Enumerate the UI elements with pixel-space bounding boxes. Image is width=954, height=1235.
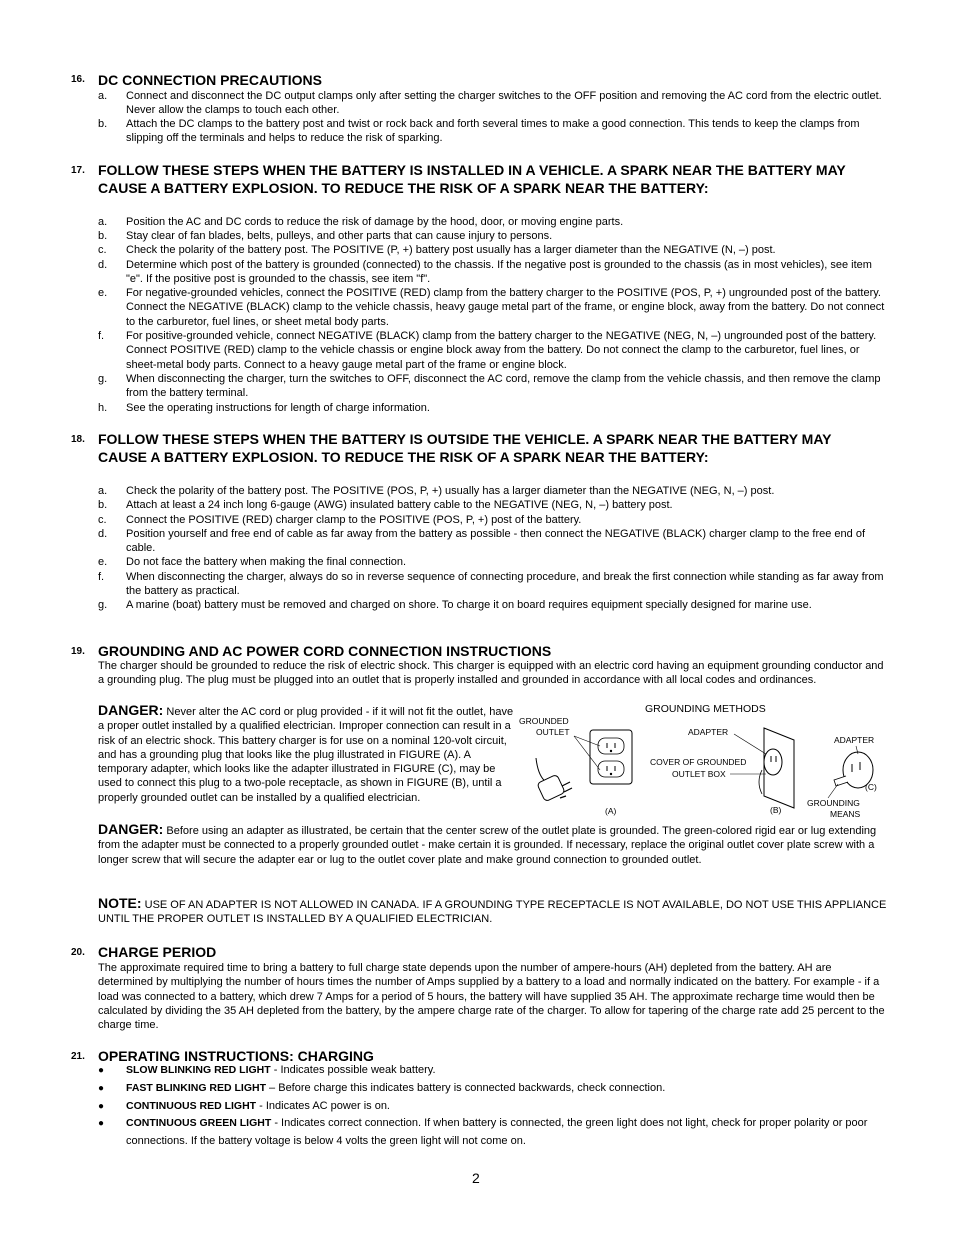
indicator-label: CONTINUOUS GREEN LIGHT bbox=[126, 1117, 272, 1129]
item-letter: d. bbox=[98, 528, 108, 540]
item-text: Attach at least a 24 inch long 6-gauge (AWG) insulated battery cable to the NEGATIVE (NEG, N, –) battery post. bbox=[126, 499, 673, 511]
caption-a: (A) bbox=[605, 806, 617, 816]
item-text: For negative-grounded vehicles, connect the POSITIVE (RED) clamp from the battery charger to the POSITIVE (POS, P, +) ungrounded post of the battery. Connect the NEGATIVE (BLACK) clamp to the vehicle chassis, heavy gauge metal part of the frame, or engine block, away from the battery. Do not connect to the carburetor, fuel lines, or sheet metal body parts. bbox=[126, 287, 885, 328]
item-letter: a. bbox=[98, 216, 108, 228]
note-label: NOTE: bbox=[98, 895, 142, 911]
indicator-text: - Indicates correct connection. If when battery is connected, the green light does not light, check for proper polarity or poor connections. If the battery voltage is below 4 volts the green light will not come on. bbox=[126, 1117, 868, 1147]
item-letter: d. bbox=[98, 259, 108, 271]
label-grounded: GROUNDED bbox=[519, 716, 569, 726]
note-text: USE OF AN ADAPTER IS NOT ALLOWED IN CANADA. IF A GROUNDING TYPE RECEPTACLE IS NOT AVAILABLE, DO NOT USE THIS APPLIANCE UNTIL THE PROPER OUTLET IS INSTALLED BY A QUALIFIED ELECTRICIAN. bbox=[98, 899, 887, 926]
item-text: Attach the DC clamps to the battery post and twist or rock back and forth several times to make a good connection. This tends to keep the clamps from slipping off the terminals and helps to reduce the risk of sparking. bbox=[126, 118, 860, 145]
item-letter: g. bbox=[98, 373, 108, 385]
item-text: Position the AC and DC cords to reduce the risk of damage by the hood, door, or moving engine parts. bbox=[126, 216, 624, 228]
item-text: Do not face the battery when making the final connection. bbox=[126, 556, 407, 568]
item-text: See the operating instructions for length of charge information. bbox=[126, 402, 430, 414]
two-pole-receptacle-drawing bbox=[730, 728, 794, 808]
label-means: MEANS bbox=[830, 809, 861, 819]
indicator-label: FAST BLINKING RED LIGHT bbox=[126, 1082, 266, 1094]
section-title: CHARGE PERIOD bbox=[98, 944, 217, 960]
item-letter: h. bbox=[98, 402, 108, 414]
danger-label: DANGER: bbox=[98, 702, 164, 718]
item-text: When disconnecting the charger, turn the switches to OFF, disconnect the AC cord, remove the clamp from the vehicle chassis, and then remove the clamp from the battery terminal. bbox=[126, 373, 881, 400]
section-title: FOLLOW THESE STEPS WHEN THE BATTERY IS INSTALLED IN A VEHICLE. A SPARK NEAR THE BATTERY MAY CAUSE A BATTERY EXPLOSION. TO REDUCE THE RISK OF A SPARK NEAR THE BATTERY: bbox=[98, 162, 846, 196]
bullet-icon: ● bbox=[98, 1083, 105, 1094]
section-number: 19. bbox=[71, 646, 85, 657]
section-title: OPERATING INSTRUCTIONS: CHARGING bbox=[98, 1048, 374, 1064]
grounded-outlet-drawing bbox=[574, 730, 632, 784]
item-letter: a. bbox=[98, 90, 108, 102]
grounding-intro: The charger should be grounded to reduce the risk of electric shock. This charger is equipped with an electric cord having an equipment grounding conductor and a grounding plug. The plug must be plugged into an outlet that is properly installed and grounded in accordance with all local codes and ordinances. bbox=[98, 660, 884, 687]
danger-text: Never alter the AC cord or plug provided - if it will not fit the outlet, have a proper outlet installed by a qualified electrician. Improper connection can result in a risk of an electric shock. This battery charger is for use on a nominal 120-volt circuit, and has a grounding plug that looks like the plug illustrated in FIGURE (A). A temporary adapter, which looks like the adapter illustrated in FIGURE (C), may be used to connect this plug to a two-pole receptacle, as shown in FIGURE (B), until a properly grounded outlet can be installed by a qualified electrician. bbox=[98, 706, 514, 804]
bullet-icon: ● bbox=[98, 1065, 105, 1076]
indicator-text: – Before charge this indicates battery is connected backwards, check connection. bbox=[266, 1082, 666, 1094]
indicator-label: CONTINUOUS RED LIGHT bbox=[126, 1100, 257, 1112]
item-letter: g. bbox=[98, 599, 108, 611]
item-text: Stay clear of fan blades, belts, pulleys, and other parts that can cause injury to persons. bbox=[126, 230, 553, 242]
danger-text: Before using an adapter as illustrated, be certain that the center screw of the outlet plate is grounded. The green-colored rigid ear or lug extending from the adapter must be connected to a properly grounded outlet - make certain it is grounded. If necessary, replace the original outlet cover plate screw with a longer screw that will secure the adapter ear or lug to the outlet cover plate and make ground connection to grounded outlet. bbox=[98, 825, 877, 866]
label-outlet-box: OUTLET BOX bbox=[672, 769, 726, 779]
section-number: 17. bbox=[71, 165, 85, 176]
danger-paragraph-1 bbox=[98, 703, 520, 805]
indicator-text: - Indicates AC power is on. bbox=[256, 1100, 390, 1112]
section-number: 16. bbox=[71, 74, 85, 85]
label-outlet: OUTLET bbox=[536, 727, 570, 737]
item-letter: b. bbox=[98, 118, 108, 130]
item-letter: c. bbox=[98, 244, 107, 256]
item-text: A marine (boat) battery must be removed and charged on shore. To charge it on board requires equipment specially designed for marine use. bbox=[126, 599, 812, 611]
grounding-methods-figure bbox=[516, 700, 896, 825]
item-letter: e. bbox=[98, 556, 108, 568]
caption-b: (B) bbox=[770, 805, 782, 815]
item-letter: e. bbox=[98, 287, 108, 299]
section-title: GROUNDING AND AC POWER CORD CONNECTION INSTRUCTIONS bbox=[98, 643, 552, 659]
item-text: When disconnecting the charger, always do so in reverse sequence of connecting procedure, and break the first connection while standing as far away from the battery as practical. bbox=[126, 571, 884, 598]
item-text: Connect the POSITIVE (RED) charger clamp to the POSITIVE (POS, P, +) post of the battery. bbox=[126, 514, 582, 526]
grounding-plug-drawing bbox=[536, 758, 572, 802]
section-number: 18. bbox=[71, 434, 85, 445]
item-letter: a. bbox=[98, 485, 108, 497]
figure-title: GROUNDING METHODS bbox=[645, 703, 766, 715]
item-text: Position yourself and free end of cable as far away from the battery as possible - then connect the NEGATIVE (BLACK) charger clamp to the free end of cable. bbox=[126, 528, 866, 555]
label-adapter-c: ADAPTER bbox=[834, 735, 875, 745]
bullet-icon: ● bbox=[98, 1101, 105, 1112]
caption-c: (C) bbox=[865, 782, 877, 792]
danger-paragraph-2 bbox=[98, 822, 888, 867]
danger-label: DANGER: bbox=[98, 821, 164, 837]
indicator-text: - Indicates possible weak battery. bbox=[270, 1064, 436, 1076]
section-title: DC CONNECTION PRECAUTIONS bbox=[98, 72, 323, 88]
indicator-label: SLOW BLINKING RED LIGHT bbox=[126, 1064, 271, 1076]
item-letter: b. bbox=[98, 499, 108, 511]
section-number: 20. bbox=[71, 947, 85, 958]
item-text: Connect and disconnect the DC output clamps only after setting the charger switches to the OFF position and removing the AC cord from the electric outlet. Never allow the clamps to touch each other. bbox=[126, 90, 882, 117]
page-number: 2 bbox=[472, 1170, 480, 1186]
label-adapter-b: ADAPTER bbox=[688, 727, 729, 737]
item-letter: f. bbox=[98, 330, 105, 342]
section-title: FOLLOW THESE STEPS WHEN THE BATTERY IS OUTSIDE THE VEHICLE. A SPARK NEAR THE BATTERY MAY CAUSE A BATTERY EXPLOSION. TO REDUCE THE RISK OF A SPARK NEAR THE BATTERY: bbox=[98, 431, 832, 465]
item-letter: f. bbox=[98, 571, 105, 583]
item-text: Check the polarity of the battery post. The POSITIVE (POS, P, +) usually has a larger diameter than the NEGATIVE (NEG, N, –) post. bbox=[126, 485, 775, 497]
item-letter: c. bbox=[98, 514, 107, 526]
bullet-icon: ● bbox=[98, 1118, 105, 1129]
label-grounding: GROUNDING bbox=[807, 798, 860, 808]
item-text: Determine which post of the battery is grounded (connected) to the chassis. If the negative post is grounded to the chassis (as in most vehicles), see item "e". If the positive post is grounded to the chassis, see item "f". bbox=[126, 259, 872, 286]
section-number: 21. bbox=[71, 1051, 85, 1062]
label-cover-grounded: COVER OF GROUNDED bbox=[650, 757, 747, 767]
item-text: For positive-grounded vehicle, connect NEGATIVE (BLACK) clamp from the battery charger to the NEGATIVE (NEG, N, –) ungrounded post of the battery. Connect POSITIVE (RED) clamp to the vehicle chassis or engine block away from the battery. Do not connect the clamp to the carburetor, fuel lines, or sheet-metal body parts. Connect to a heavy gauge metal part of the frame or engine block. bbox=[126, 330, 877, 371]
item-text: Check the polarity of the battery post. The POSITIVE (P, +) battery post usually has a larger diameter than the NEGATIVE (N, –) post. bbox=[126, 244, 776, 256]
item-letter: b. bbox=[98, 230, 108, 242]
note-paragraph bbox=[98, 896, 888, 927]
charge-period-text: The approximate required time to bring a battery to full charge state depends upon the number of ampere-hours (AH) depleted from the battery. AH are determined by multiplying the number of hours times the number of Amps supplied by a battery to a load and normally indicated on the battery. For example - if a load was connected to a battery, which drew 7 Amps for a period of 5 hours, the battery will have supplied 35 AH. The approximate recharge time would then be calculated by dividing the 35 AH depleted from the battery, by the ampere charge rate of the charger. To allow for tapering of the charge rate add 25 percent to the charge time. bbox=[98, 962, 885, 1032]
